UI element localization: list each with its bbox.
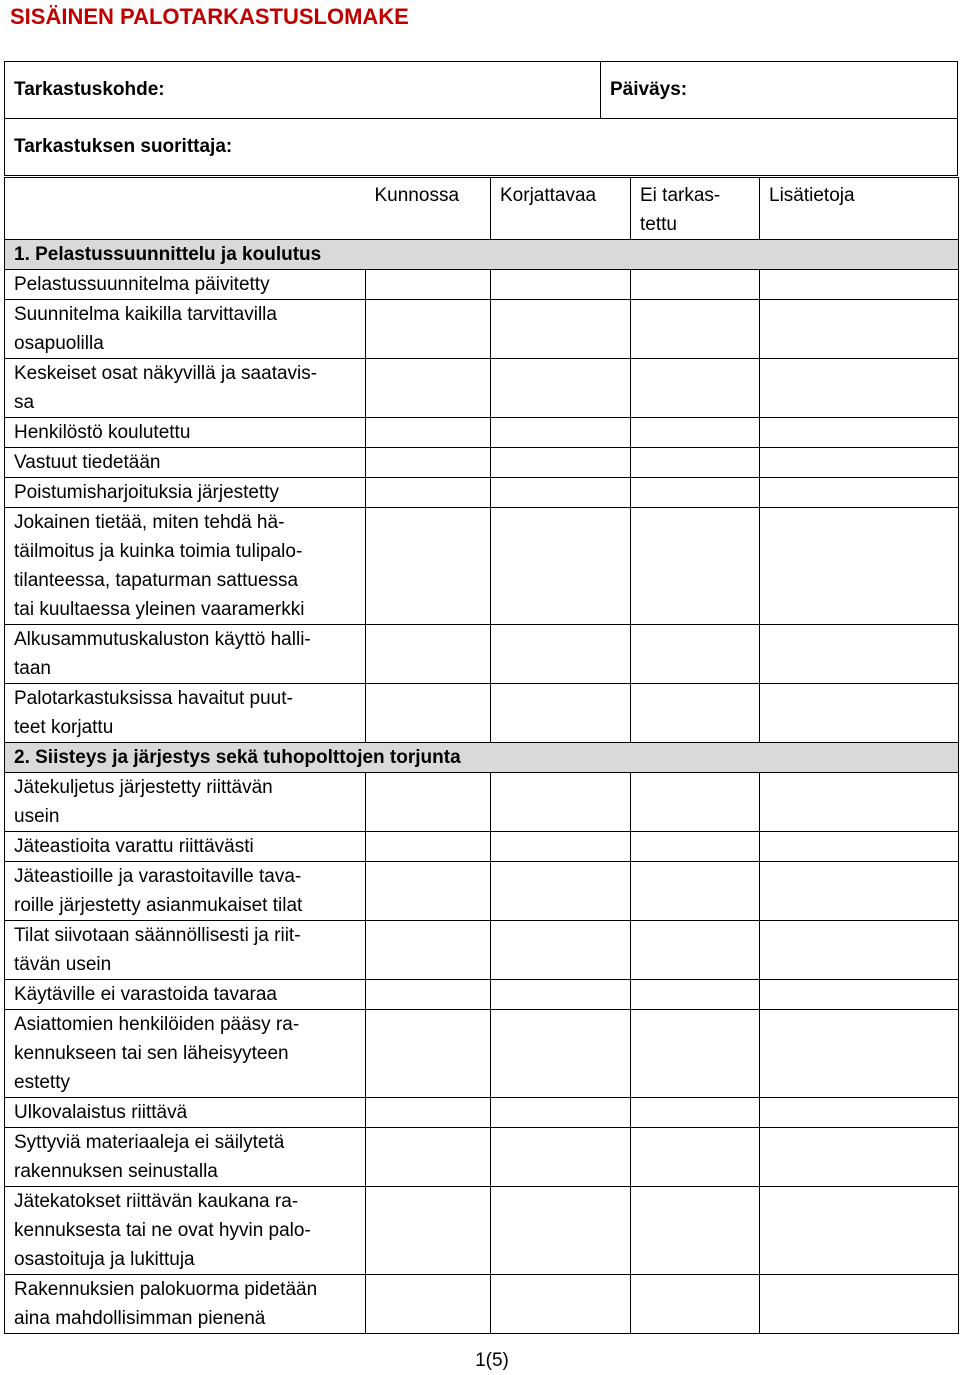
- cell-ei-tarkastettu[interactable]: [631, 1128, 760, 1187]
- cell-kunnossa[interactable]: [366, 1187, 491, 1275]
- cell-kunnossa[interactable]: [366, 508, 491, 625]
- checklist-row: [5, 1128, 959, 1187]
- header-row-suorittaja: [5, 119, 958, 176]
- cell-lisatietoja[interactable]: [760, 1187, 959, 1275]
- cell-korjattavaa[interactable]: [491, 921, 631, 980]
- checklist-row: [5, 684, 959, 743]
- cell-korjattavaa[interactable]: [491, 625, 631, 684]
- cell-ei-tarkastettu[interactable]: [631, 270, 760, 300]
- col-header-ei-tarkastettu: Ei tarkas- tettu: [631, 178, 760, 240]
- checklist-item-label: Henkilöstö koulutettu: [5, 418, 366, 448]
- cell-lisatietoja[interactable]: [760, 300, 959, 359]
- checklist-item-label: Jätekatokset riittävän kaukana ra- kennuksesta tai ne ovat hyvin palo- osastoituja ja lukittuja: [5, 1187, 366, 1275]
- checklist-row: [5, 921, 959, 980]
- document-title: SISÄINEN PALOTARKASTUSLOMAKE: [10, 4, 409, 29]
- checklist-row: [5, 625, 959, 684]
- cell-kunnossa[interactable]: [366, 270, 491, 300]
- checklist-item-label: Syttyviä materiaaleja ei säilytetä rakennuksen seinustalla: [5, 1128, 366, 1187]
- page-number: 1(5): [475, 1350, 509, 1371]
- cell-kunnossa[interactable]: [366, 300, 491, 359]
- checklist-item-label: Pelastussuunnitelma päivitetty: [5, 270, 366, 300]
- cell-ei-tarkastettu[interactable]: [631, 448, 760, 478]
- header-blank-cell: [5, 178, 366, 240]
- cell-lisatietoja[interactable]: [760, 625, 959, 684]
- checklist-item-label: Poistumisharjoituksia järjestetty: [5, 478, 366, 508]
- checklist-row: [5, 1010, 959, 1098]
- cell-ei-tarkastettu[interactable]: [631, 625, 760, 684]
- cell-lisatietoja[interactable]: [760, 270, 959, 300]
- checklist-item-label: Tilat siivotaan säännöllisesti ja riit- tävän usein: [5, 921, 366, 980]
- cell-ei-tarkastettu[interactable]: [631, 921, 760, 980]
- checklist-row: [5, 418, 959, 448]
- cell-lisatietoja[interactable]: [760, 508, 959, 625]
- checklist-row: [5, 508, 959, 625]
- cell-kunnossa[interactable]: [366, 1128, 491, 1187]
- checklist-row: [5, 448, 959, 478]
- kohde-field[interactable]: Tarkastuskohde:: [5, 62, 601, 119]
- inspection-table: [4, 177, 959, 1334]
- checklist-row: [5, 478, 959, 508]
- cell-lisatietoja[interactable]: [760, 921, 959, 980]
- checklist-row: [5, 773, 959, 832]
- section-header-row: [5, 240, 959, 270]
- cell-ei-tarkastettu[interactable]: [631, 832, 760, 862]
- checklist-item-label: Jokainen tietää, miten tehdä hä- täilmoitus ja kuinka toimia tulipalo- tilanteessa, tapaturman sattuessa tai kuultaessa yleinen vaaramerkki: [5, 508, 366, 625]
- checklist-row: [5, 1187, 959, 1275]
- cell-korjattavaa[interactable]: [491, 478, 631, 508]
- cell-korjattavaa[interactable]: [491, 448, 631, 478]
- cell-lisatietoja[interactable]: [760, 1275, 959, 1334]
- cell-kunnossa[interactable]: [366, 1010, 491, 1098]
- cell-lisatietoja[interactable]: [760, 1098, 959, 1128]
- cell-lisatietoja[interactable]: [760, 980, 959, 1010]
- cell-korjattavaa[interactable]: [491, 1187, 631, 1275]
- col-header-lisatietoja: Lisätietoja: [760, 178, 959, 240]
- checklist-item-label: Keskeiset osat näkyvillä ja saatavis- sa: [5, 359, 366, 418]
- cell-ei-tarkastettu[interactable]: [631, 1187, 760, 1275]
- cell-ei-tarkastettu[interactable]: [631, 508, 760, 625]
- cell-ei-tarkastettu[interactable]: [631, 862, 760, 921]
- cell-ei-tarkastettu[interactable]: [631, 478, 760, 508]
- cell-kunnossa[interactable]: [366, 980, 491, 1010]
- checklist-item-label: Rakennuksien palokuorma pidetään aina mahdollisimman pienenä: [5, 1275, 366, 1334]
- cell-ei-tarkastettu[interactable]: [631, 1010, 760, 1098]
- cell-kunnossa[interactable]: [366, 625, 491, 684]
- header-row-kohde: [5, 62, 958, 119]
- cell-ei-tarkastettu[interactable]: [631, 1275, 760, 1334]
- cell-korjattavaa[interactable]: [491, 1098, 631, 1128]
- section-title: 1. Pelastussuunnittelu ja koulutus: [5, 240, 959, 270]
- checklist-item-label: Alkusammutuskaluston käyttö halli- taan: [5, 625, 366, 684]
- checklist-item-label: Jäteastioita varattu riittävästi: [5, 832, 366, 862]
- cell-lisatietoja[interactable]: [760, 359, 959, 418]
- cell-lisatietoja[interactable]: [760, 773, 959, 832]
- checklist-row: [5, 270, 959, 300]
- cell-korjattavaa[interactable]: [491, 508, 631, 625]
- cell-lisatietoja[interactable]: [760, 448, 959, 478]
- cell-kunnossa[interactable]: [366, 862, 491, 921]
- suorittaja-field[interactable]: Tarkastuksen suorittaja:: [5, 119, 958, 176]
- cell-lisatietoja[interactable]: [760, 862, 959, 921]
- section-title: 2. Siisteys ja järjestys sekä tuhopolttojen torjunta: [5, 743, 959, 773]
- cell-korjattavaa[interactable]: [491, 418, 631, 448]
- col-header-korjattavaa: Korjattavaa: [491, 178, 631, 240]
- checklist-row: [5, 1098, 959, 1128]
- cell-korjattavaa[interactable]: [491, 773, 631, 832]
- checklist-item-label: Ulkovalaistus riittävä: [5, 1098, 366, 1128]
- paivays-field[interactable]: Päiväys:: [601, 62, 958, 119]
- cell-korjattavaa[interactable]: [491, 359, 631, 418]
- cell-kunnossa[interactable]: [366, 1098, 491, 1128]
- cell-korjattavaa[interactable]: [491, 980, 631, 1010]
- cell-ei-tarkastettu[interactable]: [631, 980, 760, 1010]
- cell-korjattavaa[interactable]: [491, 1275, 631, 1334]
- column-header-row: [5, 178, 959, 240]
- cell-korjattavaa[interactable]: [491, 684, 631, 743]
- cell-lisatietoja[interactable]: [760, 832, 959, 862]
- cell-kunnossa[interactable]: [366, 359, 491, 418]
- cell-korjattavaa[interactable]: [491, 1128, 631, 1187]
- cell-kunnossa[interactable]: [366, 684, 491, 743]
- checklist-item-label: Palotarkastuksissa havaitut puut- teet korjattu: [5, 684, 366, 743]
- cell-ei-tarkastettu[interactable]: [631, 359, 760, 418]
- cell-kunnossa[interactable]: [366, 418, 491, 448]
- checklist-item-label: Jätekuljetus järjestetty riittävän usein: [5, 773, 366, 832]
- cell-korjattavaa[interactable]: [491, 862, 631, 921]
- checklist-item-label: Jäteastioille ja varastoitaville tava- roille järjestetty asianmukaiset tilat: [5, 862, 366, 921]
- checklist-row: [5, 980, 959, 1010]
- cell-korjattavaa[interactable]: [491, 270, 631, 300]
- cell-lisatietoja[interactable]: [760, 684, 959, 743]
- cell-korjattavaa[interactable]: [491, 300, 631, 359]
- checklist-row: [5, 1275, 959, 1334]
- cell-kunnossa[interactable]: [366, 921, 491, 980]
- checklist-row: [5, 862, 959, 921]
- checklist-item-label: Asiattomien henkilöiden pääsy ra- kennukseen tai sen läheisyyteen estetty: [5, 1010, 366, 1098]
- cell-lisatietoja[interactable]: [760, 478, 959, 508]
- checklist-item-label: Suunnitelma kaikilla tarvittavilla osapuolilla: [5, 300, 366, 359]
- checklist-row: [5, 300, 959, 359]
- cell-kunnossa[interactable]: [366, 448, 491, 478]
- cell-kunnossa[interactable]: [366, 773, 491, 832]
- cell-korjattavaa[interactable]: [491, 1010, 631, 1098]
- cell-kunnossa[interactable]: [366, 832, 491, 862]
- checklist-row: [5, 359, 959, 418]
- section-header-row: [5, 743, 959, 773]
- cell-ei-tarkastettu[interactable]: [631, 418, 760, 448]
- cell-korjattavaa[interactable]: [491, 832, 631, 862]
- cell-lisatietoja[interactable]: [760, 1128, 959, 1187]
- header-fields-table: [4, 61, 958, 176]
- cell-kunnossa[interactable]: [366, 1275, 491, 1334]
- col-header-kunnossa: Kunnossa: [366, 178, 491, 240]
- cell-ei-tarkastettu[interactable]: [631, 300, 760, 359]
- cell-lisatietoja[interactable]: [760, 1010, 959, 1098]
- checklist-item-label: Käytäville ei varastoida tavaraa: [5, 980, 366, 1010]
- cell-ei-tarkastettu[interactable]: [631, 1098, 760, 1128]
- checklist-row: [5, 832, 959, 862]
- cell-lisatietoja[interactable]: [760, 418, 959, 448]
- cell-ei-tarkastettu[interactable]: [631, 684, 760, 743]
- cell-kunnossa[interactable]: [366, 478, 491, 508]
- checklist-item-label: Vastuut tiedetään: [5, 448, 366, 478]
- cell-ei-tarkastettu[interactable]: [631, 773, 760, 832]
